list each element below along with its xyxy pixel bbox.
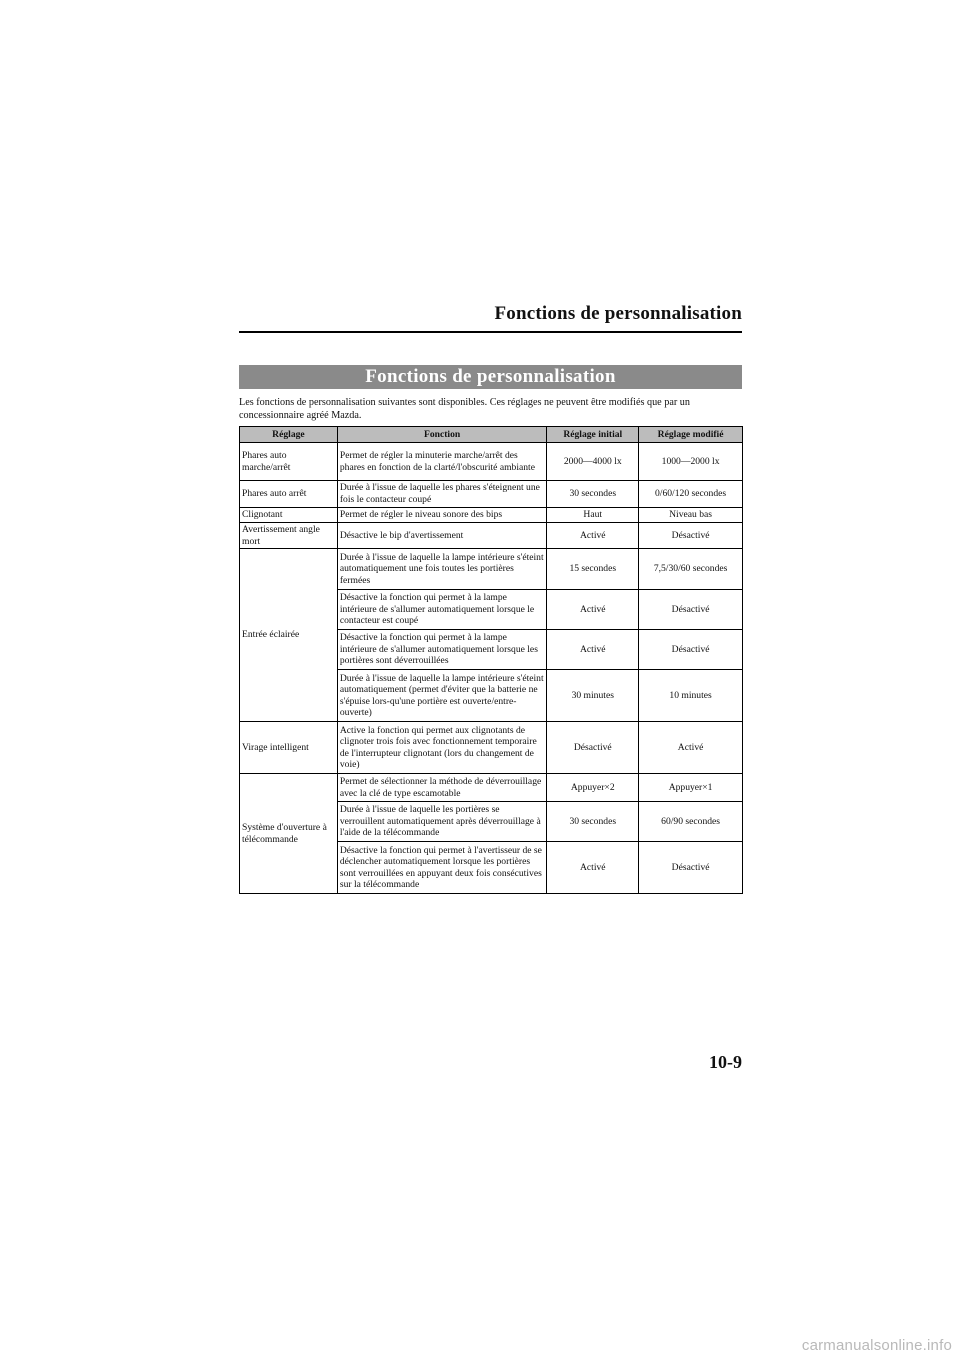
modified-value-cell: 60/90 secondes xyxy=(639,802,743,842)
function-cell: Permet de régler le niveau sonore des bips xyxy=(337,508,546,523)
table-row xyxy=(240,508,743,523)
function-cell: Durée à l'issue de laquelle la lampe intérieure s'éteint automatiquement une fois toutes les portières fermées xyxy=(337,549,546,590)
table-row xyxy=(240,722,743,774)
initial-value-cell: 15 secondes xyxy=(547,549,639,590)
function-cell: Permet de sélectionner la méthode de déverrouillage avec la clé de type escamotable xyxy=(337,774,546,802)
column-header-setting: Réglage xyxy=(240,427,338,443)
watermark: carmanualsonline.info xyxy=(801,1337,952,1354)
function-cell: Durée à l'issue de laquelle la lampe intérieure s'éteint automatiquement (permet d'éviter que la batterie ne s'épuise lors-qu'une portière est ouverte/entre-ouverte) xyxy=(337,670,546,722)
initial-value-cell: Activé xyxy=(547,523,639,549)
function-cell: Désactive la fonction qui permet à la lampe intérieure de s'allumer automatiquement lorsque les portières sont déverrouillées xyxy=(337,630,546,670)
setting-cell: Entrée éclairée xyxy=(240,549,338,722)
setting-cell: Système d'ouverture à télécommande xyxy=(240,774,338,894)
initial-value-cell: Appuyer×2 xyxy=(547,774,639,802)
initial-value-cell: 30 minutes xyxy=(547,670,639,722)
initial-value-cell: Activé xyxy=(547,630,639,670)
page-header-title: Fonctions de personnalisation xyxy=(494,303,742,324)
modified-value-cell: 10 minutes xyxy=(639,670,743,722)
header-rule xyxy=(239,331,742,333)
initial-value-cell: 2000—4000 lx xyxy=(547,443,639,481)
table-row xyxy=(240,443,743,481)
function-cell: Désactive la fonction qui permet à l'avertisseur de se déclencher automatiquement lorsque les portières sont verrouillées en appuyant deux fois consécutives sur la télécommande xyxy=(337,842,546,894)
column-header-initial: Réglage initial xyxy=(547,427,639,443)
modified-value-cell: 1000—2000 lx xyxy=(639,443,743,481)
setting-cell: Virage intelligent xyxy=(240,722,338,774)
modified-value-cell: Désactivé xyxy=(639,590,743,630)
function-cell: Active la fonction qui permet aux clignotants de clignoter trois fois avec fonctionnement temporaire de l'interrupteur clignotant (lors du changement de voie) xyxy=(337,722,546,774)
table-row xyxy=(240,774,743,802)
modified-value-cell: Appuyer×1 xyxy=(639,774,743,802)
page-number: 10-9 xyxy=(709,1052,742,1072)
modified-value-cell: Désactivé xyxy=(639,630,743,670)
setting-cell: Avertissement angle mort xyxy=(240,523,338,549)
function-cell: Désactive la fonction qui permet à la lampe intérieure de s'allumer automatiquement lorsque le contacteur est coupé xyxy=(337,590,546,630)
setting-cell: Phares auto marche/arrêt xyxy=(240,443,338,481)
setting-cell: Phares auto arrêt xyxy=(240,481,338,508)
settings-table xyxy=(239,426,743,894)
modified-value-cell: Niveau bas xyxy=(639,508,743,523)
column-header-function: Fonction xyxy=(337,427,546,443)
table-header-row xyxy=(240,427,743,443)
intro-paragraph: Les fonctions de personnalisation suivantes sont disponibles. Ces réglages ne peuvent être modifiés que par un concessionnaire agréé Mazda. xyxy=(239,397,690,421)
function-cell: Durée à l'issue de laquelle les portières se verrouillent automatiquement après déverrouillage à l'aide de la télécommande xyxy=(337,802,546,842)
section-title: Fonctions de personnalisation xyxy=(239,365,742,389)
initial-value-cell: 30 secondes xyxy=(547,481,639,508)
initial-value-cell: Désactivé xyxy=(547,722,639,774)
function-cell: Permet de régler la minuterie marche/arrêt des phares en fonction de la clarté/l'obscurité ambiante xyxy=(337,443,546,481)
modified-value-cell: 7,5/30/60 secondes xyxy=(639,549,743,590)
initial-value-cell: Activé xyxy=(547,842,639,894)
initial-value-cell: Activé xyxy=(547,590,639,630)
function-cell: Durée à l'issue de laquelle les phares s'éteignent une fois le contacteur coupé xyxy=(337,481,546,508)
setting-cell: Clignotant xyxy=(240,508,338,523)
modified-value-cell: Désactivé xyxy=(639,523,743,549)
table-row xyxy=(240,523,743,549)
column-header-modified: Réglage modifié xyxy=(639,427,743,443)
table-row xyxy=(240,549,743,590)
modified-value-cell: 0/60/120 secondes xyxy=(639,481,743,508)
initial-value-cell: 30 secondes xyxy=(547,802,639,842)
initial-value-cell: Haut xyxy=(547,508,639,523)
table-row xyxy=(240,481,743,508)
modified-value-cell: Activé xyxy=(639,722,743,774)
modified-value-cell: Désactivé xyxy=(639,842,743,894)
function-cell: Désactive le bip d'avertissement xyxy=(337,523,546,549)
